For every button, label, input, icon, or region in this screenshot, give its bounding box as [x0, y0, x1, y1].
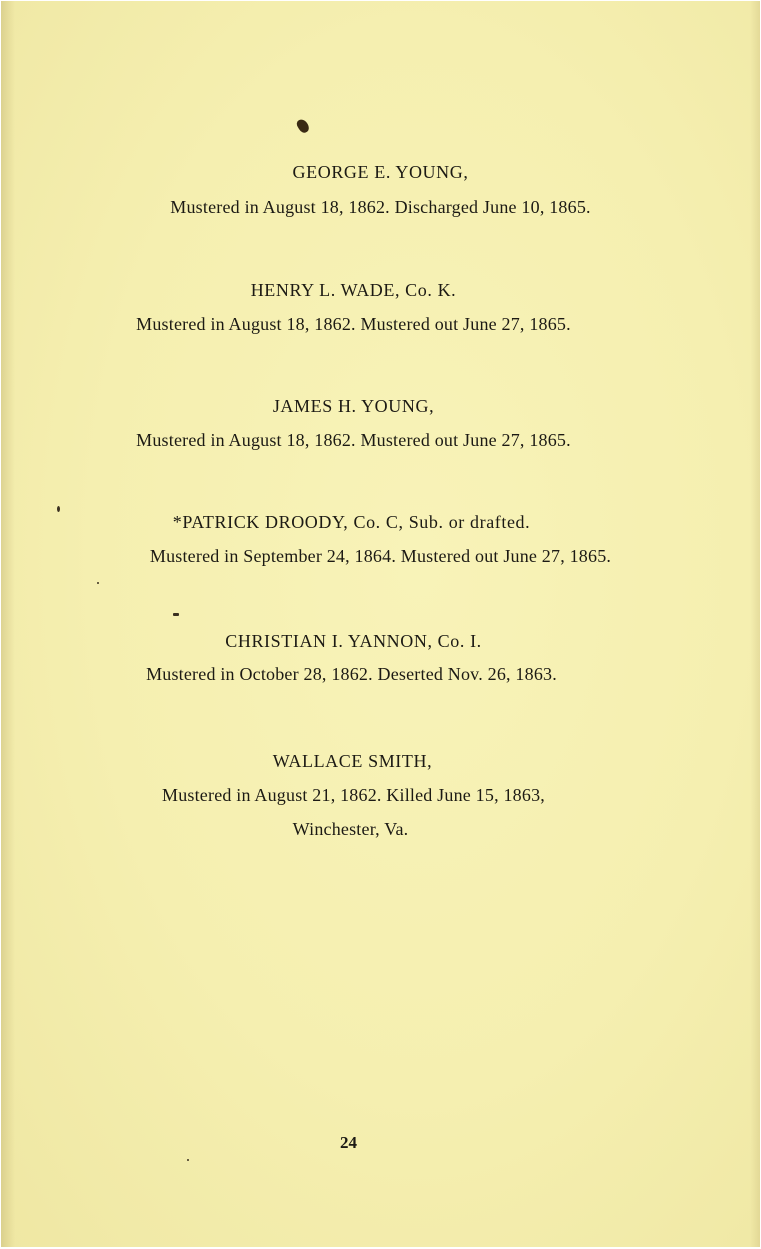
entry-name: JAMES H. YOUNG, [272, 396, 435, 416]
entry-details: Mustered in August 18, 1862. Mustered out June 27, 1865. [136, 430, 571, 450]
entry-details: Mustered in September 24, 1864. Mustered out June 27, 1865. [149, 546, 612, 566]
entry-details: Winchester, Va. [292, 819, 409, 839]
entry-details: Mustered in August 18, 1862. Discharged June 10, 1865. [170, 197, 591, 217]
entry-details: Mustered in August 18, 1862. Mustered out June 27, 1865. [136, 314, 571, 334]
book-page [1, 1, 760, 1247]
ink-speck [97, 582, 99, 584]
entry-name: CHRISTIAN I. YANNON, Co. I. [225, 631, 482, 651]
ink-speck [187, 1159, 189, 1161]
entry-name: WALLACE SMITH, [272, 751, 433, 771]
page-number: 24 [340, 1133, 357, 1152]
ink-speck [173, 613, 179, 616]
entry-details: Mustered in August 21, 1862. Killed June 15, 1863, [162, 785, 545, 805]
entry-name: GEORGE E. YOUNG, [292, 162, 469, 182]
entry-details: Mustered in October 28, 1862. Deserted Nov. 26, 1863. [146, 664, 557, 684]
printer-ornament-icon [295, 117, 311, 134]
entry-name: HENRY L. WADE, Co. K. [250, 280, 457, 300]
entry-name: *PATRICK DROODY, Co. C, Sub. or drafted. [172, 512, 531, 532]
